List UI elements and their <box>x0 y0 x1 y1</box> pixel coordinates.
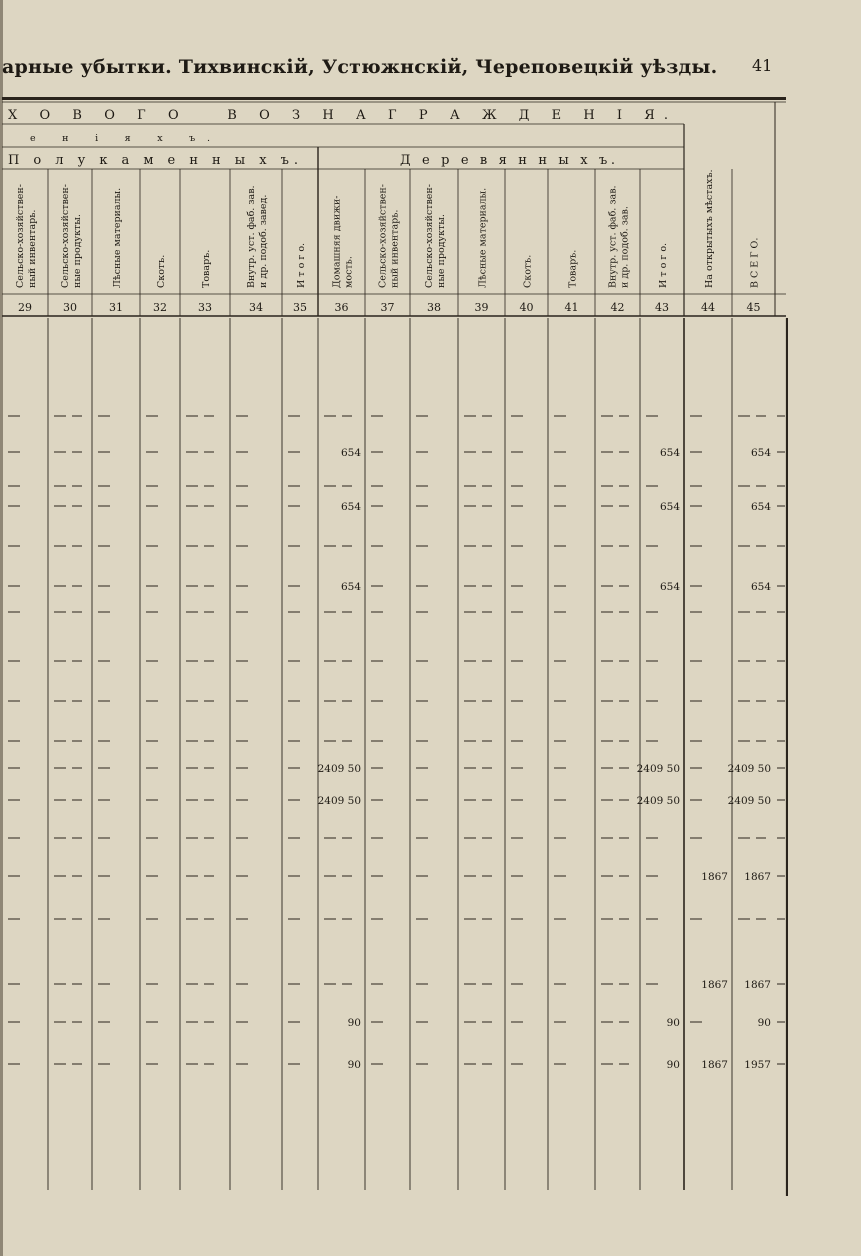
column-number-38: 38 <box>427 301 441 314</box>
column-header-29: ный инвентарь. <box>27 209 38 288</box>
cell-value: 1957 <box>744 1059 771 1071</box>
cell-value: 2409 50 <box>317 763 361 775</box>
cell-value: 90 <box>666 1059 680 1071</box>
column-number-43: 43 <box>655 301 669 314</box>
table-row <box>8 763 785 775</box>
column-number-37: 37 <box>380 301 395 314</box>
column-number-34: 34 <box>249 301 263 314</box>
column-number-45: 45 <box>746 301 761 314</box>
cell-value: 654 <box>659 581 680 593</box>
table-header <box>0 97 788 318</box>
column-header-37: Сельско-хозяйствен- <box>377 184 389 288</box>
running-title: арные убытки. Тихвинскій, Устюжнскій, Череповецкій уѣзды. <box>2 56 718 78</box>
column-header-45: В С Е Г О. <box>749 237 761 288</box>
table-row <box>8 871 785 883</box>
body-column-rules <box>48 318 732 1190</box>
cell-value: 1867 <box>744 979 771 991</box>
column-header-34: Внутр. уст. фаб. зав. <box>246 185 257 288</box>
column-number-29: 29 <box>18 301 32 314</box>
column-header-29: Сельско-хозяйствен- <box>15 184 26 288</box>
column-header-32: Скотъ. <box>156 254 167 288</box>
cell-value: 654 <box>340 501 361 513</box>
column-header-30: ные продукты. <box>72 214 83 288</box>
column-header-39: Лѣсные материалы. <box>477 187 489 288</box>
column-number-41: 41 <box>564 301 579 314</box>
column-header-36: Домашняя движи- <box>331 195 343 288</box>
column-header-41: Товаръ. <box>567 249 579 288</box>
table-banner: Х О В О Г О В О З Н А Г Р А Ж Д Е Н І Я. <box>8 108 669 123</box>
cell-value: 1867 <box>701 871 728 883</box>
column-number-39: 39 <box>474 301 489 314</box>
table-row <box>8 447 785 459</box>
cell-value: 654 <box>659 447 680 459</box>
table-row <box>8 581 785 593</box>
column-number-36: 36 <box>334 301 349 314</box>
cell-value: 654 <box>750 447 771 459</box>
cell-value: 90 <box>347 1017 361 1029</box>
cell-value: 654 <box>750 581 771 593</box>
table-body <box>0 318 788 1198</box>
cell-value: 654 <box>340 581 361 593</box>
column-header-31: Лѣсные материалы. <box>112 187 123 288</box>
column-number-40: 40 <box>519 301 534 314</box>
column-header-34: и др. подоб. завед. <box>258 194 269 288</box>
table-row <box>8 1017 785 1029</box>
column-header-42: Внутр. уст. фаб. зав. <box>607 185 619 288</box>
cell-value: 90 <box>757 1017 771 1029</box>
column-header-36: мость. <box>343 256 355 288</box>
table-row <box>8 979 785 991</box>
column-header-42: и др. подоб. зав. <box>619 206 631 288</box>
column-header-43: И т о г о. <box>658 242 669 288</box>
group-header-derevyannyh: Д е р е в я н н ы х ъ. <box>400 153 615 168</box>
cell-value: 2409 50 <box>727 763 771 775</box>
table-rows <box>8 416 785 1071</box>
column-header-labels <box>15 169 761 288</box>
cell-value: 2409 50 <box>727 795 771 807</box>
column-number-44: 44 <box>701 301 715 314</box>
body-frame <box>684 318 787 1196</box>
column-number-35: 35 <box>293 301 307 314</box>
column-header-35: И т о г о. <box>296 242 307 288</box>
column-number-row <box>18 301 761 314</box>
table-row <box>8 501 785 513</box>
column-number-30: 30 <box>63 301 77 314</box>
cell-value: 654 <box>659 501 680 513</box>
column-header-38: ные продукты. <box>436 214 447 288</box>
column-number-32: 32 <box>153 301 167 314</box>
column-number-31: 31 <box>109 301 123 314</box>
cell-value: 90 <box>666 1017 680 1029</box>
table-sub-banner: е н і я х ъ. <box>30 133 211 144</box>
column-number-42: 42 <box>610 301 625 314</box>
table-row <box>8 1059 785 1071</box>
table-row <box>8 795 785 807</box>
cell-value: 1867 <box>744 871 771 883</box>
cell-value: 2409 50 <box>636 763 680 775</box>
column-number-33: 33 <box>198 301 212 314</box>
column-header-40: Скотъ. <box>522 254 534 288</box>
cell-value: 90 <box>347 1059 361 1071</box>
cell-value: 2409 50 <box>636 795 680 807</box>
column-header-33: Товаръ. <box>201 249 212 288</box>
column-header-38: Сельско-хозяйствен- <box>424 184 435 288</box>
group-header-polukamennyh: П о л у к а м е н н ы х ъ. <box>8 153 298 168</box>
cell-value: 654 <box>750 501 771 513</box>
column-header-37: ный инвентарь. <box>389 209 401 288</box>
column-header-44: На открытыхъ мѣстахъ. <box>704 169 715 288</box>
cell-value: 654 <box>340 447 361 459</box>
cell-value: 1867 <box>701 979 728 991</box>
column-header-30: Сельско-хозяйствен- <box>60 184 71 288</box>
cell-value: 1867 <box>701 1059 728 1071</box>
cell-value: 2409 50 <box>317 795 361 807</box>
page-number: 41 <box>752 56 773 75</box>
